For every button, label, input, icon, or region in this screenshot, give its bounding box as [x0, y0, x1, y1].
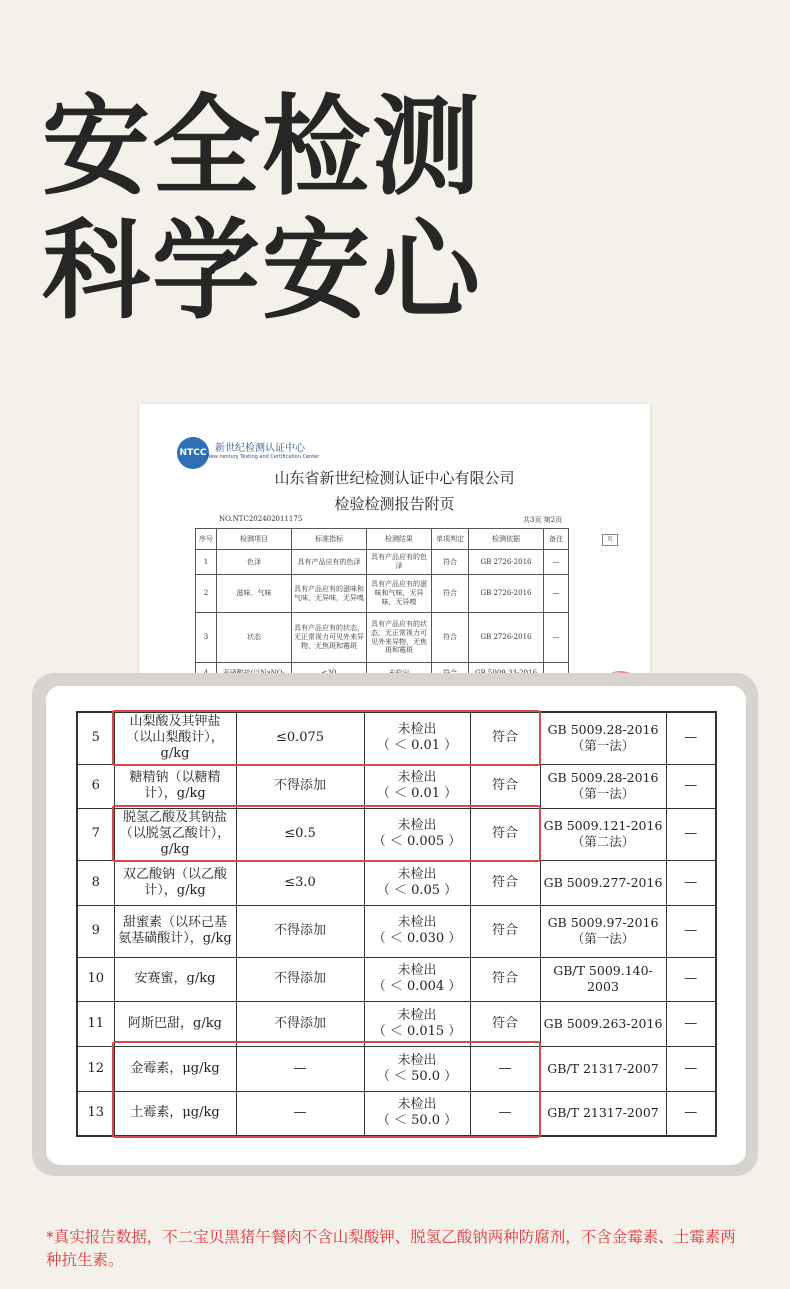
cell-result: 具有产品应有的色泽 — [367, 550, 432, 575]
cell-standard: 不得添加 — [236, 764, 364, 808]
cell-result — [364, 860, 470, 905]
cell-standard: — — [236, 1091, 364, 1136]
cell-no: 7 — [77, 808, 114, 860]
cell-verdict: 符合 — [432, 613, 469, 663]
cell-note: — — [544, 575, 569, 613]
basis-line: GB/T 21317-2007 — [547, 1060, 659, 1076]
cell-item: 状态 — [217, 613, 292, 663]
result-line: 未检出 — [397, 1007, 437, 1023]
cell-item: 金霉素，μg/kg — [114, 1046, 236, 1091]
cell-basis: GB 2726-2016 — [469, 550, 544, 575]
result-line: 未检出 — [397, 915, 437, 930]
basis-line: GB 5009.121-2016 — [543, 818, 663, 833]
page-stamp-icon: 页 — [602, 534, 618, 546]
cell-no: 6 — [77, 764, 114, 808]
cell-standard: ≤0.075 — [236, 712, 364, 764]
cell-standard: 具有产品应有的滋味和气味，无异味，无异嗅 — [292, 575, 367, 613]
table-row — [196, 575, 569, 613]
cell-item: 甜蜜素（以环己基氨基磺酸计），g/kg — [114, 905, 236, 957]
cell-note: — — [544, 550, 569, 575]
cell-basis — [540, 1091, 666, 1136]
header-cell: 序号 — [196, 529, 217, 550]
cell-verdict: 符合 — [470, 1001, 540, 1046]
cell-verdict: 符合 — [432, 575, 469, 613]
cell-item: 糖精钠（以糖精计），g/kg — [114, 764, 236, 808]
cell-item: 滋味、气味 — [217, 575, 292, 613]
cell-item: 脱氢乙酸及其钠盐（以脱氢乙酸计），g/kg — [114, 808, 236, 860]
cell-standard: 具有产品应有的色泽 — [292, 550, 367, 575]
cell-verdict: 符合 — [470, 764, 540, 808]
result-line: 未检出 — [397, 866, 437, 882]
header-cell: 检测依据 — [469, 529, 544, 550]
cell-standard: 不得添加 — [236, 957, 364, 1001]
cell-standard: 不得添加 — [236, 905, 364, 957]
cell-basis — [540, 712, 666, 764]
cell-note: — — [666, 957, 716, 1001]
basis-line: GB 5009.28-2016 — [547, 722, 659, 738]
cell-no: 3 — [196, 613, 217, 663]
result-value: （ ＜ 0.015 ） — [372, 1023, 462, 1039]
cell-basis — [540, 808, 666, 860]
basis-line: GB 5009.28-2016 — [547, 770, 659, 785]
table-row — [77, 957, 716, 1001]
report-table-header — [196, 529, 569, 550]
highlight-box-dehydroacetic-acid — [112, 805, 541, 862]
cell-standard: ≤0.5 — [236, 808, 364, 860]
result-value: （ ＜ 50.0 ） — [376, 1113, 458, 1129]
cell-no: 9 — [77, 905, 114, 957]
cell-item: 山梨酸及其钾盐（以山梨酸计），g/kg — [114, 712, 236, 764]
cell-basis — [540, 764, 666, 808]
basis-line: GB/T 21317-2007 — [547, 1105, 659, 1121]
cell-basis — [540, 1001, 666, 1046]
result-value: （ ＜ 0.030 ） — [372, 931, 462, 946]
ntcc-logo-icon: NTCC — [177, 437, 209, 469]
cell-result — [364, 957, 470, 1001]
cell-note: — — [666, 1001, 716, 1046]
cell-basis — [540, 957, 666, 1001]
result-value: （ ＜ 0.05 ） — [376, 882, 458, 898]
result-line: 未检出 — [397, 770, 437, 785]
cell-verdict: 符合 — [432, 550, 469, 575]
cell-no: 10 — [77, 957, 114, 1001]
cell-verdict: 符合 — [470, 808, 540, 860]
result-value: （ ＜ 0.004 ） — [372, 979, 462, 994]
highlight-box-antibiotics — [112, 1041, 541, 1138]
report-number: NO.NTC202402011175 — [219, 515, 303, 523]
cell-note: — — [666, 905, 716, 957]
cell-note: — — [666, 860, 716, 905]
report-paper — [139, 404, 650, 694]
cell-verdict: — — [470, 1091, 540, 1136]
header-cell: 备注 — [544, 529, 569, 550]
basis-method: （第一法） — [571, 931, 635, 946]
cell-result: 具有产品应有的状态，无正常视力可见外来异物，无焦斑和霉斑 — [367, 613, 432, 663]
cell-note: — — [666, 712, 716, 764]
cell-verdict: 符合 — [470, 712, 540, 764]
basis-line: GB 5009.263-2016 — [543, 1015, 663, 1031]
table-row — [196, 550, 569, 575]
cell-standard: 具有产品应有的状态，无正常视力可见外来异物，无焦斑和霉斑 — [292, 613, 367, 663]
report-company: 山东省新世纪检测认证中心有限公司 — [274, 469, 515, 487]
basis-line: GB 5009.277-2016 — [543, 874, 663, 890]
basis-method: （第一法） — [571, 738, 635, 754]
basis-line: GB/T 5009.140-2003 — [553, 963, 653, 994]
cell-verdict: 符合 — [470, 860, 540, 905]
result-value: （ ＜ 0.01 ） — [376, 786, 458, 801]
cell-no: 2 — [196, 575, 217, 613]
headline-line-2: 科学安心 — [42, 209, 483, 334]
cell-item: 土霉素，μg/kg — [114, 1091, 236, 1136]
cell-note: — — [544, 613, 569, 663]
cell-basis — [540, 1046, 666, 1091]
result-value: （ ＜ 0.01 ） — [376, 738, 458, 754]
cell-standard: 不得添加 — [236, 1001, 364, 1046]
cell-result — [364, 1001, 470, 1046]
footnote: *真实报告数据，不二宝贝黑猪午餐肉不含山梨酸钾、脱氢乙酸钠两种防腐剂，不含金霉素、土霉素两种抗生素。 — [46, 1228, 736, 1269]
basis-method: （第二法） — [571, 834, 635, 849]
cell-no: 12 — [77, 1046, 114, 1091]
header-cell: 单项判定 — [432, 529, 469, 550]
report-page-info: 共3页 第2页 — [523, 516, 563, 524]
report-table — [195, 528, 569, 685]
table-row — [77, 860, 716, 905]
cell-basis — [540, 905, 666, 957]
result-line: 未检出 — [397, 1052, 437, 1068]
headline-line-1: 安全检测 — [42, 85, 483, 210]
table-row — [77, 905, 716, 957]
cell-no: 8 — [77, 860, 114, 905]
result-value: （ ＜ 50.0 ） — [376, 1068, 458, 1084]
cell-result — [364, 764, 470, 808]
cell-standard: ≤3.0 — [236, 860, 364, 905]
report-title: 检验检测报告附页 — [334, 495, 455, 513]
cell-no: 11 — [77, 1001, 114, 1046]
result-line: 未检出 — [397, 722, 437, 738]
result-line: 未检出 — [397, 963, 437, 978]
logo-name-cn: 新世纪检测认证中心 — [215, 443, 305, 454]
cell-verdict: 符合 — [470, 957, 540, 1001]
cell-note: — — [666, 1091, 716, 1136]
logo-name-en: New century Testing and Certification Center — [207, 454, 320, 460]
result-value: （ ＜ 0.005 ） — [372, 834, 462, 849]
result-line: 未检出 — [397, 818, 437, 833]
cell-note: — — [666, 1046, 716, 1091]
cell-no: 13 — [77, 1091, 114, 1136]
cell-basis: GB 2726-2016 — [469, 575, 544, 613]
cell-note: — — [666, 808, 716, 860]
cell-item: 阿斯巴甜，g/kg — [114, 1001, 236, 1046]
cell-basis — [540, 860, 666, 905]
cell-item: 双乙酸钠（以乙酸计），g/kg — [114, 860, 236, 905]
cell-note: — — [666, 764, 716, 808]
table-row — [196, 613, 569, 663]
basis-method: （第一法） — [571, 786, 635, 801]
cell-item: 安赛蜜，g/kg — [114, 957, 236, 1001]
table-row — [77, 764, 716, 808]
basis-line: GB 5009.97-2016 — [547, 915, 659, 930]
header-cell: 标准指标 — [292, 529, 367, 550]
cell-no: 5 — [77, 712, 114, 764]
result-line: 未检出 — [397, 1097, 437, 1113]
cell-no: 1 — [196, 550, 217, 575]
header-cell: 检测项目 — [217, 529, 292, 550]
cell-item: 色泽 — [217, 550, 292, 575]
cell-verdict: 符合 — [470, 905, 540, 957]
cell-result: 具有产品应有的滋味和气味，无异味，无异嗅 — [367, 575, 432, 613]
header-cell: 检测结果 — [367, 529, 432, 550]
cell-standard: — — [236, 1046, 364, 1091]
cell-result — [364, 905, 470, 957]
highlight-box-sorbic-acid — [112, 710, 541, 766]
cell-basis: GB 2726-2016 — [469, 613, 544, 663]
table-row — [77, 1001, 716, 1046]
cell-verdict: — — [470, 1046, 540, 1091]
